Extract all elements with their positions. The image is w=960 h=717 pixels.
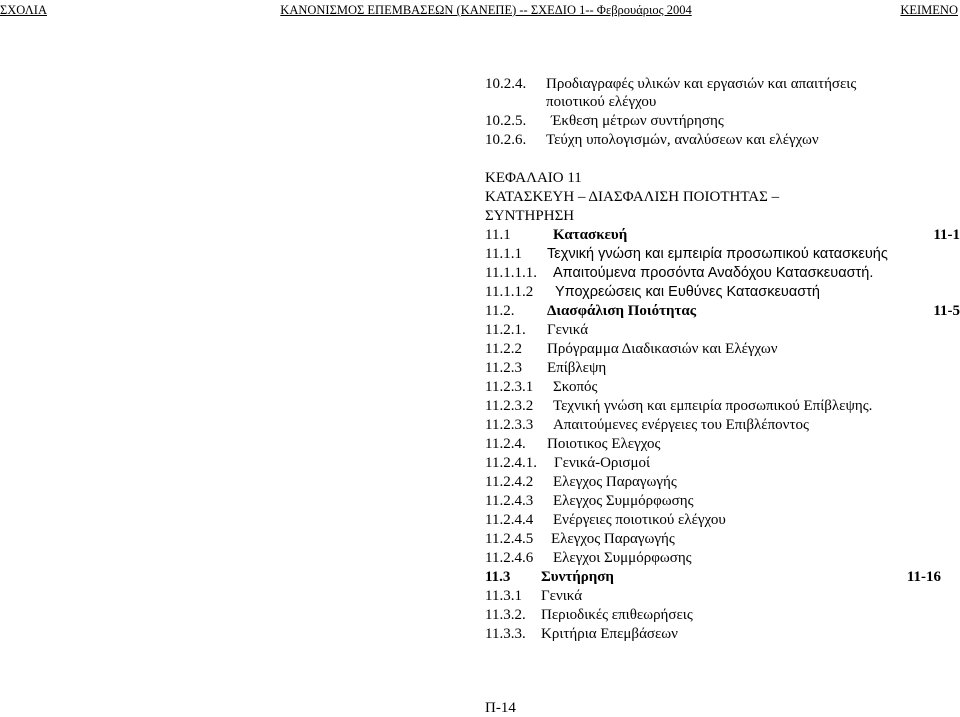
toc-title: Ελεγχος Συμμόρφωσης xyxy=(553,493,694,509)
toc-title: Επίβλεψη xyxy=(547,360,607,376)
toc-number: 11.1.1.2 xyxy=(485,284,534,300)
toc-number: 11.2.4.2 xyxy=(485,474,534,490)
toc-title: Τεχνική γνώση και εμπειρία προσωπικού κατασκευής xyxy=(547,246,888,262)
toc-title: Γενικά-Ορισμοί xyxy=(554,455,651,471)
intro-number: 10.2.5. xyxy=(485,113,527,129)
toc-title: Κατασκευή xyxy=(553,227,628,243)
toc-number: 11.2.3.3 xyxy=(485,417,534,433)
toc-number: 11.1 xyxy=(485,227,511,243)
toc-title: Διασφάλιση Ποιότητας xyxy=(547,303,697,319)
toc-title: Ελεγχος Παραγωγής xyxy=(551,531,675,547)
header-title: ΚΑΝΟΝΙΣΜΟΣ ΕΠΕΜΒΑΣΕΩΝ (ΚΑΝΕΠΕ) -- ΣΧΕΔΙΟ 1-- Φεβρουάριος 2004 xyxy=(280,3,692,17)
toc-number: 11.2.4.3 xyxy=(485,493,534,509)
header-right-label: ΚΕΙΜΕΝΟ xyxy=(900,3,958,17)
chapter-title-line2: ΣΥΝΤΗΡΗΣΗ xyxy=(485,208,575,224)
intro-number: 10.2.6. xyxy=(485,132,527,148)
toc-title: Γενικά xyxy=(547,322,589,338)
page-number: Π-14 xyxy=(485,700,516,716)
toc-title: Ελεγχος Παραγωγής xyxy=(553,474,677,490)
intro-text: ποιοτικού ελέγχου xyxy=(546,94,657,110)
toc-number: 11.2.1. xyxy=(485,322,526,338)
header-left-label: ΣΧΟΛΙΑ xyxy=(0,3,47,17)
toc-number: 11.2.4. xyxy=(485,436,526,452)
toc-page: 11-16 xyxy=(906,569,941,585)
toc-title: Ελεγχοι Συμμόρφωσης xyxy=(553,550,692,566)
intro-number: 10.2.4. xyxy=(485,76,527,92)
toc-number: 11.3.1 xyxy=(485,588,522,604)
toc-number: 11.2. xyxy=(485,303,515,319)
toc-title: Υποχρεώσεις και Ευθύνες Κατασκευαστή xyxy=(555,284,820,300)
toc-title: Κριτήρια Επεμβάσεων xyxy=(541,626,678,642)
toc-page: 11-1 xyxy=(933,227,960,243)
toc-title: Περιοδικές επιθεωρήσεις xyxy=(541,607,693,623)
toc-number: 11.1.1.1. xyxy=(485,265,537,281)
toc-title: Πρόγραμμα Διαδικασιών και Ελέγχων xyxy=(547,341,778,357)
toc-title: Γενικά xyxy=(541,588,583,604)
toc-title: Απαιτούμενες ενέργειες του Επιβλέποντος xyxy=(553,417,809,433)
toc-title: Σκοπός xyxy=(553,379,598,395)
toc-title: Ενέργειες ποιοτικού ελέγχου xyxy=(553,512,726,528)
toc-number: 11.2.2 xyxy=(485,341,522,357)
toc-number: 11.2.4.1. xyxy=(485,455,537,471)
toc-title: Ποιοτικος Ελεγχος xyxy=(547,436,661,452)
toc-page: 11-5 xyxy=(933,303,960,319)
intro-text: Έκθεση μέτρων συντήρησης xyxy=(551,113,724,129)
chapter-title-line1: ΚΑΤΑΣΚΕΥΗ – ΔΙΑΣΦΑΛΙΣΗ ΠΟΙΟΤΗΤΑΣ – xyxy=(485,189,780,205)
toc-number: 11.2.3 xyxy=(485,360,522,376)
toc-number: 11.2.3.1 xyxy=(485,379,534,395)
toc-number: 11.3.2. xyxy=(485,607,526,623)
intro-text: Προδιαγραφές υλικών και εργασιών και απαιτήσεις xyxy=(546,76,857,92)
toc-number: 11.3.3. xyxy=(485,626,526,642)
toc-number: 11.3 xyxy=(485,569,511,585)
toc-number: 11.2.4.6 xyxy=(485,550,534,566)
toc-number: 11.1.1 xyxy=(485,246,522,262)
toc-number: 11.2.3.2 xyxy=(485,398,534,414)
toc-title: Απαιτούμενα προσόντα Αναδόχου Κατασκευαστή. xyxy=(553,265,874,281)
toc-title: Τεχνική γνώση και εμπειρία προσωπικού Επίβλεψης. xyxy=(553,398,873,414)
chapter-heading: ΚΕΦΑΛΑΙΟ 11 xyxy=(485,170,582,186)
toc-title: Συντήρηση xyxy=(541,569,614,585)
toc-number: 11.2.4.5 xyxy=(485,531,534,547)
page-header xyxy=(0,2,960,18)
intro-text: Τεύχη υπολογισμών, αναλύσεων και ελέγχων xyxy=(546,132,819,148)
toc-number: 11.2.4.4 xyxy=(485,512,534,528)
